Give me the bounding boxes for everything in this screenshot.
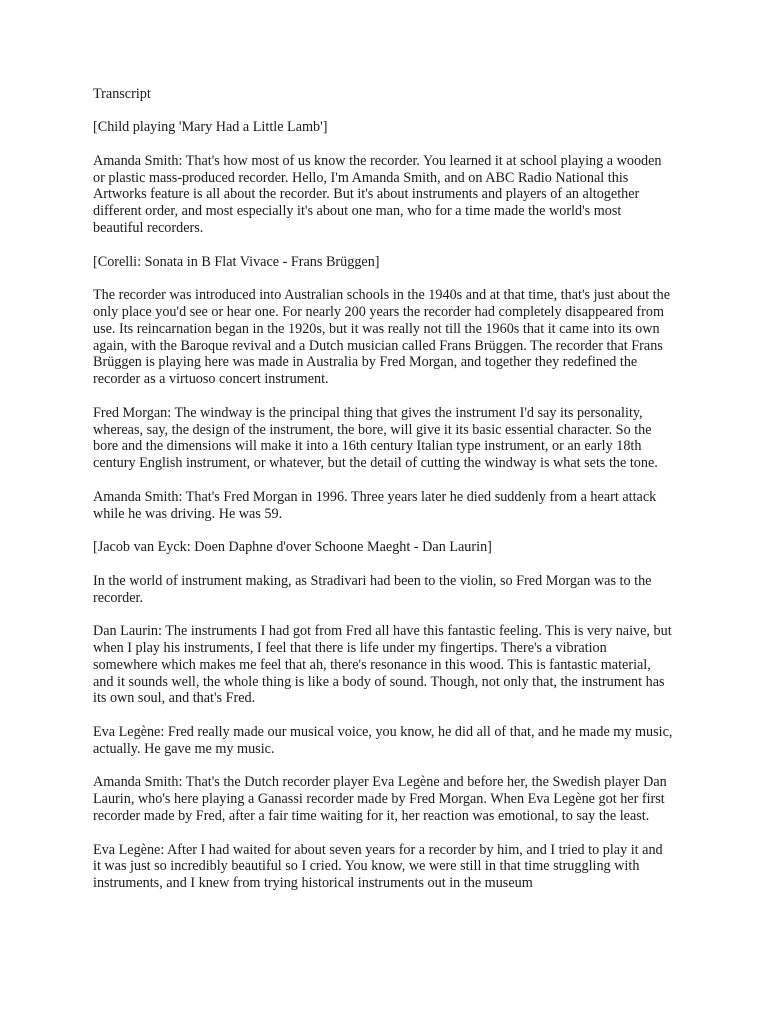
document-title: Transcript — [93, 86, 151, 102]
stage-direction-van-eyck: [Jacob van Eyck: Doen Daphne d'over Schoone Maeght - Dan Laurin] — [93, 539, 492, 556]
paragraph-recorder-history: The recorder was introduced into Australian schools in the 1940s and at that time, that's just about the only place you'd see or hear one. For nearly 200 years the recorder had completely disappeared from use. Its reincarnation began in the 1920s, but it was really not till the 1960s that it came into its own again, with the Baroque revival and a Dutch musician called Frans Brüggen. The recorder that Frans Brüggen is playing here was made in Australia by Fred Morgan, and together they redefined the recorder as a virtuoso concert instrument. — [93, 287, 671, 388]
paragraph-stradivari-comparison: In the world of instrument making, as Stradivari had been to the violin, so Fred Morgan was to the recorder. — [93, 572, 652, 606]
paragraph-dan-laurin: Dan Laurin: The instruments I had got from Fred all have this fantastic feeling. This is very naive, but when I play his instruments, I feel that there is life under my fingertips. There's a vibration somewhere which makes me feel that ah, there's resonance in this wood. This is fantastic material, and it sounds well, the whole thing is like a body of sound. Though, not only that, the instrument has its own soul, and that's Fred. — [93, 623, 672, 707]
stage-direction-child-playing: [Child playing 'Mary Had a Little Lamb'] — [93, 119, 328, 136]
paragraph-eva-legene-waited: Eva Legène: After I had waited for about seven years for a recorder by him, and I tried to play it and it was just so incredibly beautiful so I cried. You know, we were still in that time struggling with instruments, and I knew from trying historical instruments out in the museum — [93, 841, 663, 892]
paragraph-amanda-smith-intro: Amanda Smith: That's how most of us know the recorder. You learned it at school playing a wooden or plastic mass-produced recorder. Hello, I'm Amanda Smith, and on ABC Radio National this Artworks feature is all about the recorder. But it's about instruments and players of an altogether different order, and most especially it's about one man, who for a time made the world's most beautiful recorders. — [93, 152, 662, 237]
paragraph-amanda-smith-fred-1996: Amanda Smith: That's Fred Morgan in 1996. Three years later he died suddenly from a heart attack while he was driving. He was 59. — [93, 488, 657, 522]
paragraph-eva-legene-voice: Eva Legène: Fred really made our musical voice, you know, he did all of that, and he made my music, actually. He gave me my music. — [93, 723, 673, 757]
paragraph-fred-morgan-windway: Fred Morgan: The windway is the principal thing that gives the instrument I'd say its personality, whereas, say, the design of the instrument, the bore, will give it its basic essential character. So the bore and the dimensions will make it into a 16th century Italian type instrument, or an early 18th century English instrument, or whatever, but the detail of cutting the windway is what sets the tone. — [93, 404, 658, 472]
stage-direction-corelli: [Corelli: Sonata in B Flat Vivace - Frans Brüggen] — [93, 253, 380, 270]
transcript-page — [93, 86, 673, 909]
paragraph-amanda-smith-eva-legene: Amanda Smith: That's the Dutch recorder player Eva Legène and before her, the Swedish player Dan Laurin, who's here playing a Ganassi recorder made by Fred Morgan. When Eva Legène got her first recorder made by Fred, after a fair time waiting for it, her reaction was emotional, to say the least. — [93, 774, 667, 824]
